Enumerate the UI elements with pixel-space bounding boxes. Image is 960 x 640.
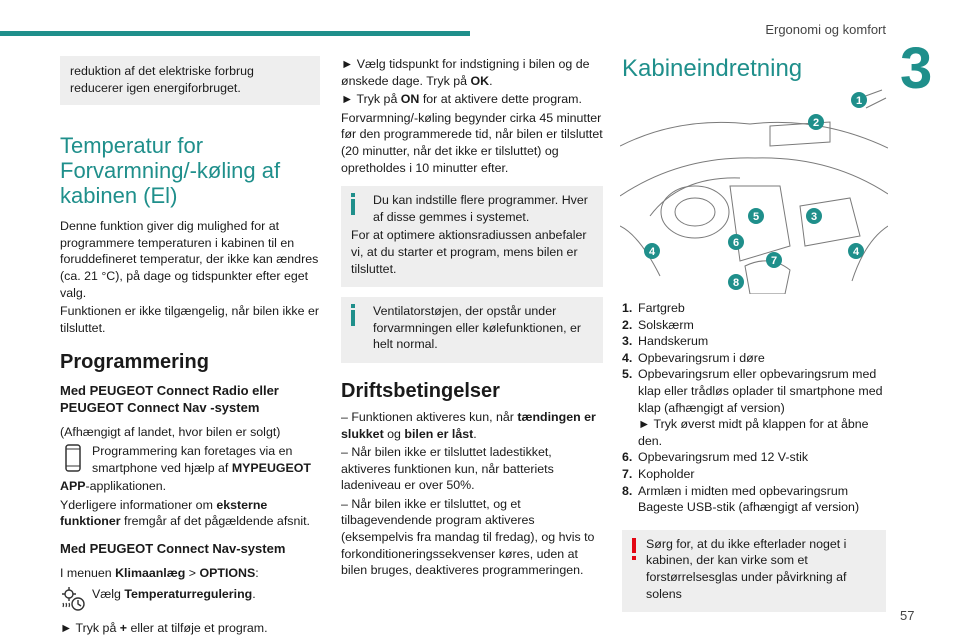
subheading-connect-radio: Med PEUGEOT Connect Radio eller PEUGEOT Connect Nav -system bbox=[60, 383, 279, 416]
callout-2 bbox=[808, 114, 824, 130]
callout-6 bbox=[728, 234, 744, 250]
more-info-a: Yderligere informationer om bbox=[60, 497, 217, 512]
column-2 bbox=[341, 56, 603, 581]
info1-line1: Du kan indstille flere programmer. Hver af disse gemmes i systemet. bbox=[373, 193, 588, 224]
callout-4-right bbox=[848, 243, 864, 259]
running-head: Ergonomi og komfort bbox=[765, 22, 886, 37]
condition-3: – Når bilen ikke er tilsluttet, og et tilbagevendende program aktiveres (eksempelvis fra mandag til fredag), og hvis to forkonditioneringssekvenser køres, uden at bilen bruges, deaktiveres programmeringen. bbox=[341, 496, 595, 578]
add-step-plus: + bbox=[119, 620, 128, 635]
smartphone-row bbox=[60, 443, 320, 478]
info1-line2: For at optimere aktionsradiussen anbefaler vi, at du starter et program, mens bilen er tilsluttet. bbox=[351, 228, 587, 276]
list-item: Bageste USB-stik (afhængigt af version) bbox=[638, 500, 860, 515]
column-3 bbox=[622, 56, 886, 81]
chapter-number: 3 bbox=[900, 36, 933, 101]
heading-programmering: Programmering bbox=[60, 351, 209, 374]
condition-2: – Når bilen ikke er tilsluttet ladestikket, aktiveres funktionen kun, når batteriets ladeniveau er over 50%. bbox=[341, 445, 554, 493]
svg-text:4: 4 bbox=[648, 246, 656, 258]
warning-text: Sørg for, at du ikke efterlader noget i kabinen, der kan virke som et forstørrelsesglas under påvirkning af solens bbox=[646, 536, 847, 601]
svg-text:3: 3 bbox=[810, 211, 818, 223]
select-a: Vælg bbox=[92, 586, 125, 601]
menu-options: OPTIONS bbox=[199, 565, 256, 580]
info2-line1: Ventilatorstøjen, der opstår under forvarmningen eller kølefunktionen, er helt normal. bbox=[373, 304, 581, 352]
svg-text:6: 6 bbox=[732, 237, 740, 249]
smartphone-icon bbox=[60, 443, 86, 473]
list-item: ► Tryk øverst midt på klappen for at åbne den. bbox=[638, 417, 869, 448]
list-item: 6. Opbevaringsrum med 12 V-stik bbox=[622, 450, 809, 465]
page-number: 57 bbox=[900, 608, 915, 623]
step1-text: ► Vælg tidspunkt for indstigning i bilen og de ønskede dage. Tryk på bbox=[341, 57, 590, 88]
app-label: APP bbox=[60, 479, 86, 494]
info-box-programs bbox=[341, 186, 603, 287]
header-accent-bar bbox=[0, 31, 470, 36]
climate-control-icon bbox=[60, 584, 86, 614]
heading-driftsbetingelser: Driftsbetingelser bbox=[341, 379, 500, 402]
callout-1 bbox=[851, 92, 867, 108]
heading-kabineindretning: Kabineindretning bbox=[622, 55, 803, 82]
callout-7 bbox=[766, 252, 782, 268]
climate-row bbox=[60, 584, 320, 614]
intro-paragraph-2: Funktionen er ikke tilgængelig, når bilen ikke er tilsluttet. bbox=[60, 304, 319, 335]
warning-icon bbox=[632, 538, 636, 560]
menu-a: I menuen bbox=[60, 565, 116, 580]
more-info-bold: eksterne funktioner bbox=[60, 497, 268, 529]
timing-paragraph: Forvarmning/-køling begynder cirka 45 minutter før den programmerede tid, når bilen er tilsluttet (20 minutter, når det ikke er tilsluttet) og opretholdes i 10 minutter efter. bbox=[341, 110, 603, 175]
subheading-connect-nav: Med PEUGEOT Connect Nav-system bbox=[60, 540, 286, 556]
list-item: 8. Armlæn i midten med opbevaringsrum bbox=[622, 483, 849, 498]
list-item: 3. Handskerum bbox=[622, 334, 709, 349]
svg-text:8: 8 bbox=[732, 277, 740, 289]
legend-list bbox=[622, 300, 886, 612]
svg-text:7: 7 bbox=[770, 255, 778, 267]
more-info-b: fremgår af det pågældende afsnit. bbox=[120, 514, 310, 529]
select-temperaturregulering: Temperaturregulering bbox=[124, 586, 253, 601]
callout-3 bbox=[806, 208, 822, 224]
intro-paragraph: Denne funktion giver dig mulighed for at programmere temperaturen i kabinen til en foruddefineret temperatur, der ikke kan ændres (ca. 21 °C), på dage og tidspunkter efter eget valg. bbox=[60, 219, 319, 300]
step1-end: . bbox=[489, 73, 493, 88]
list-item: 2. Solskærm bbox=[622, 317, 694, 332]
cond1-end: . bbox=[473, 426, 477, 441]
info-icon bbox=[351, 193, 355, 215]
svg-text:5: 5 bbox=[752, 211, 760, 223]
cond1-locked: bilen er låst bbox=[404, 426, 474, 441]
app-rest: -applikationen. bbox=[85, 479, 167, 494]
svg-text:2: 2 bbox=[812, 117, 820, 129]
cond1-ignition: tændingen er slukket bbox=[341, 409, 596, 441]
info-box-fan-noise bbox=[341, 297, 603, 363]
cond1-mid: og bbox=[383, 426, 405, 441]
country-note: (Afhængigt af landet, hvor bilen er solgt) bbox=[60, 425, 281, 440]
step1-ok: OK bbox=[470, 73, 490, 88]
callout-4-left bbox=[644, 243, 660, 259]
cabin-diagram bbox=[620, 86, 888, 294]
list-item: 5. Opbevaringsrum eller opbevaringsrum med klap eller trådløs oplader til smartphone med klap (afhængigt af version) bbox=[622, 367, 883, 415]
add-step-b: eller at tilføje et program. bbox=[127, 620, 268, 635]
section-title-preconditioning: Temperatur for Forvarmning/-køling af kabinen (El) bbox=[60, 133, 281, 209]
column-1 bbox=[60, 56, 320, 638]
step2-text: ► Tryk på bbox=[341, 92, 401, 107]
mypeugeot-label: MYPEUGEOT bbox=[231, 460, 311, 475]
list-item: 1. Fartgreb bbox=[622, 301, 685, 315]
list-item: 4. Opbevaringsrum i døre bbox=[622, 350, 765, 365]
smartphone-text: Programmering kan foretages via en smartphone ved hjælp af bbox=[92, 443, 293, 475]
list-item: 7. Kopholder bbox=[622, 466, 695, 481]
warning-box bbox=[622, 530, 886, 612]
add-step-a: ► Tryk på bbox=[60, 620, 120, 635]
menu-klimaanlaeg: Klimaanlæg bbox=[115, 565, 186, 580]
select-end: . bbox=[252, 586, 256, 601]
callout-8 bbox=[728, 274, 744, 290]
svg-text:4: 4 bbox=[852, 246, 860, 258]
step2-on: ON bbox=[400, 92, 420, 107]
cond1-a: – Funktionen aktiveres kun, når bbox=[341, 409, 518, 424]
info-icon bbox=[351, 304, 355, 326]
callout-5 bbox=[748, 208, 764, 224]
step2-rest: for at aktivere dette program. bbox=[419, 92, 582, 107]
menu-end: : bbox=[255, 565, 259, 580]
continuation-box bbox=[60, 56, 320, 105]
menu-sep: > bbox=[185, 565, 200, 580]
continuation-text: reduktion af det elektriske forbrug reducerer igen energiforbruget. bbox=[70, 64, 254, 95]
svg-text:1: 1 bbox=[855, 95, 863, 107]
